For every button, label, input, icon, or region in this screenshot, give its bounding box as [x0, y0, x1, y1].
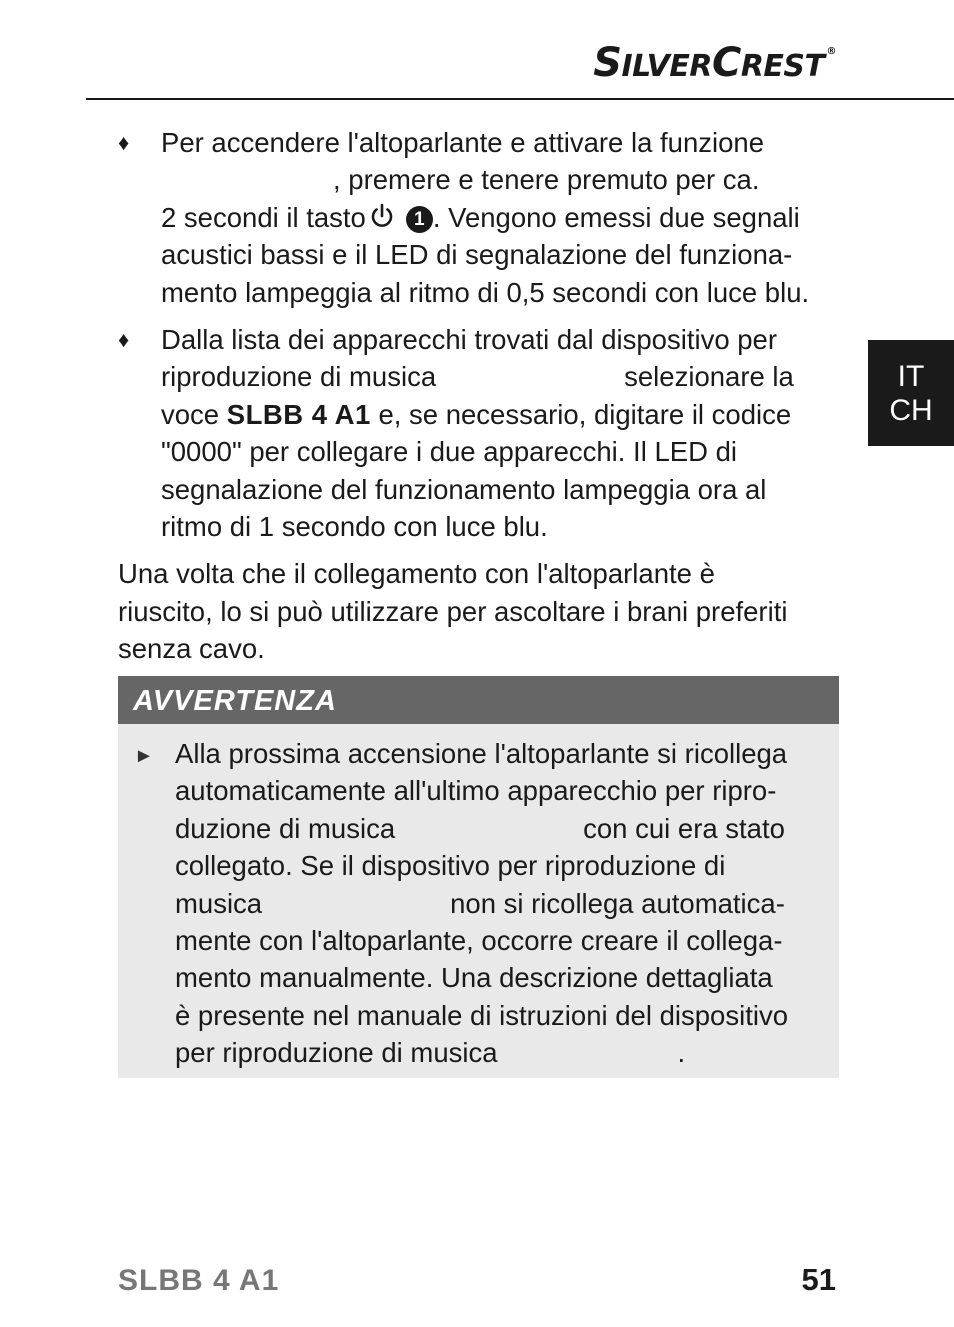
text-line: Una volta che il collegamento con l'altoparlante è: [118, 558, 715, 590]
text-line: non si ricollega automatica-: [450, 887, 785, 919]
main-content: [118, 124, 840, 668]
text-line: e, se necessario, digitare il codice: [378, 398, 792, 430]
page-number: 51: [801, 1262, 836, 1297]
text-line: senza cavo.: [118, 633, 265, 665]
text-line: ritmo di 1 secondo con luce blu.: [161, 511, 548, 543]
text-line: riuscito, lo si può utilizzare per ascoltare i brani preferiti: [118, 595, 788, 627]
footer-model-name: SLBB 4 A1: [118, 1264, 280, 1297]
button-number-badge: 1: [406, 206, 433, 233]
language-code-it: IT: [897, 360, 925, 393]
text-line: per riproduzione di musica: [175, 1037, 498, 1069]
warning-body: [118, 724, 839, 1072]
instruction-bullet-power-on: [118, 124, 840, 311]
text-line: selezionare la: [624, 361, 794, 393]
warning-box: [118, 676, 839, 1078]
text-line: Dalla lista dei apparecchi trovati dal dispositivo per: [161, 324, 778, 356]
text-line: segnalazione del funzionamento lampeggia ora al: [161, 473, 767, 505]
text-line: musica: [175, 887, 263, 919]
text-line: . Vengono emessi due segnali: [432, 201, 800, 233]
power-button-icon: [368, 202, 396, 230]
warning-title: AVVERTENZA: [118, 676, 839, 724]
text-line: acustici bassi e il LED di segnalazione del funziona-: [161, 239, 793, 271]
text-line: "0000" per collegare i due apparecchi. Il LED di: [161, 436, 737, 468]
text-line: mento manualmente. Una descrizione dettagliata: [175, 962, 773, 994]
text-line: collegato. Se il dispositivo per riproduzione di: [175, 850, 726, 882]
arrow-bullet-icon: ►: [134, 745, 154, 767]
text-line: automaticamente all'ultimo apparecchio per ripro-: [175, 775, 777, 807]
text-line: mente con l'altoparlante, occorre creare il collega-: [175, 925, 783, 957]
text-line: duzione di musica: [175, 812, 396, 844]
diamond-bullet-icon: ♦: [118, 130, 130, 155]
language-tab: [868, 340, 954, 446]
text-line: con cui era stato: [583, 812, 785, 844]
body-paragraph: [118, 555, 840, 667]
text-line: riproduzione di musica: [161, 361, 437, 393]
text-line: Per accendere l'altoparlante e attivare la funzione: [161, 127, 764, 158]
text-line: Alla prossima accensione l'altoparlante si ricollega: [175, 738, 788, 769]
text-line: mento lampeggia al ritmo di 0,5 secondi con luce blu.: [161, 276, 810, 308]
text-line: voce: [161, 398, 220, 430]
brand-logo: SILVERCREST ®: [593, 40, 836, 86]
text-line: .: [677, 1037, 686, 1069]
text-line: è presente nel manuale di istruzioni del dispositivo: [175, 999, 788, 1031]
language-code-ch: CH: [889, 394, 933, 427]
text-line: 2 secondi il tasto: [161, 201, 366, 233]
model-name-bold: SLBB 4 A1: [226, 398, 371, 430]
text-line: , premere e tenere premuto per ca.: [333, 164, 760, 196]
diamond-bullet-icon: ♦: [118, 327, 130, 353]
header-divider: [86, 98, 954, 100]
instruction-bullet-pairing: [118, 321, 840, 545]
